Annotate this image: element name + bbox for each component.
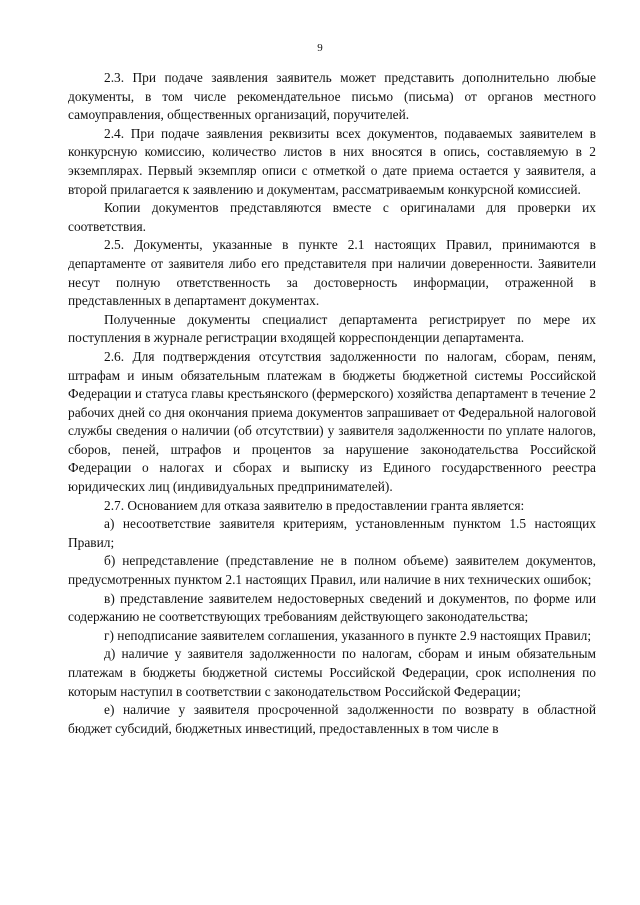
list-item-e: е) наличие у заявителя просроченной задолженности по возврату в областной бюджет субсидий, бюджетных инвестиций, предоставленных в том числе в xyxy=(68,702,596,736)
list-item-g: г) неподписание заявителем соглашения, указанного в пункте 2.9 настоящих Правил; xyxy=(104,627,592,643)
page-number: 9 xyxy=(317,42,323,54)
list-item-b: б) непредставление (представление не в полном объеме) заявителем документов, предусмотренных пунктом 2.1 настоящих Правил, или наличие в них технических ошибок; xyxy=(68,553,596,588)
paragraph-2-4: 2.4. При подаче заявления реквизиты всех документов, подаваемых заявителем в конкурсную комиссию, количество листов в них вносятся в опись, составляемую в 2 экземплярах. Первый экземпляр описи с отметкой о дате приема остается у заявителя, а второй прилагается к заявлению и документам, рассматриваемым конкурсной комиссией. xyxy=(68,125,596,197)
paragraph-copies: Копии документов представляются вместе с оригиналами для проверки их соответствия. xyxy=(68,200,596,234)
paragraph-registration: Полученные документы специалист департамента регистрирует по мере их поступления в журнале регистрации входящей корреспонденции департамента. xyxy=(68,311,596,346)
list-item-a: а) несоответствие заявителя критериям, установленным пунктом 1.5 настоящих Правил; xyxy=(68,516,596,550)
document-body xyxy=(68,69,596,738)
list-item-d: д) наличие у заявителя задолженности по налогам, сборам и иным обязательным платежам в бюджеты бюджетной системы Российской Федерации, срок исполнения по которым наступил в соответствии с законодательством Российской Федерации; xyxy=(68,646,596,699)
list-item-v: в) представление заявителем недостоверных сведений и документов, по форме или содержанию не соответствующих требованиям действующего законодательства; xyxy=(68,590,596,625)
paragraph-2-5: 2.5. Документы, указанные в пункте 2.1 настоящих Правил, принимаются в департаменте от заявителя либо его представителя при наличии доверенности. Заявители несут полную ответственность за достоверность информации, отраженной в представленных в департамент документах. xyxy=(68,237,596,309)
paragraph-2-7: 2.7. Основанием для отказа заявителю в предоставлении гранта является: xyxy=(104,497,525,513)
paragraph-2-3: 2.3. При подаче заявления заявитель может представить дополнительно любые документы, в том числе рекомендательное письмо (письма) от органов местного самоуправления, общественных организаций, поручителей. xyxy=(68,70,596,123)
paragraph-2-6: 2.6. Для подтверждения отсутствия задолженности по налогам, сборам, пеням, штрафам и иным обязательным платежам в бюджеты бюджетной системы Российской Федерации и статуса главы крестьянского (фермерского) хозяйства департамент в течение 2 рабочих дней со дня окончания приема документов запрашивает от Федеральной налоговой службы сведения о наличии (об отсутствии) у заявителя задолженности по уплате налогов, сборов, пеней, штрафов и процентов за нарушение законодательства Российской Федерации о налогах и сборах и выписку из Единого государственного реестра юридических лиц (индивидуальных предпринимателей). xyxy=(68,348,596,495)
